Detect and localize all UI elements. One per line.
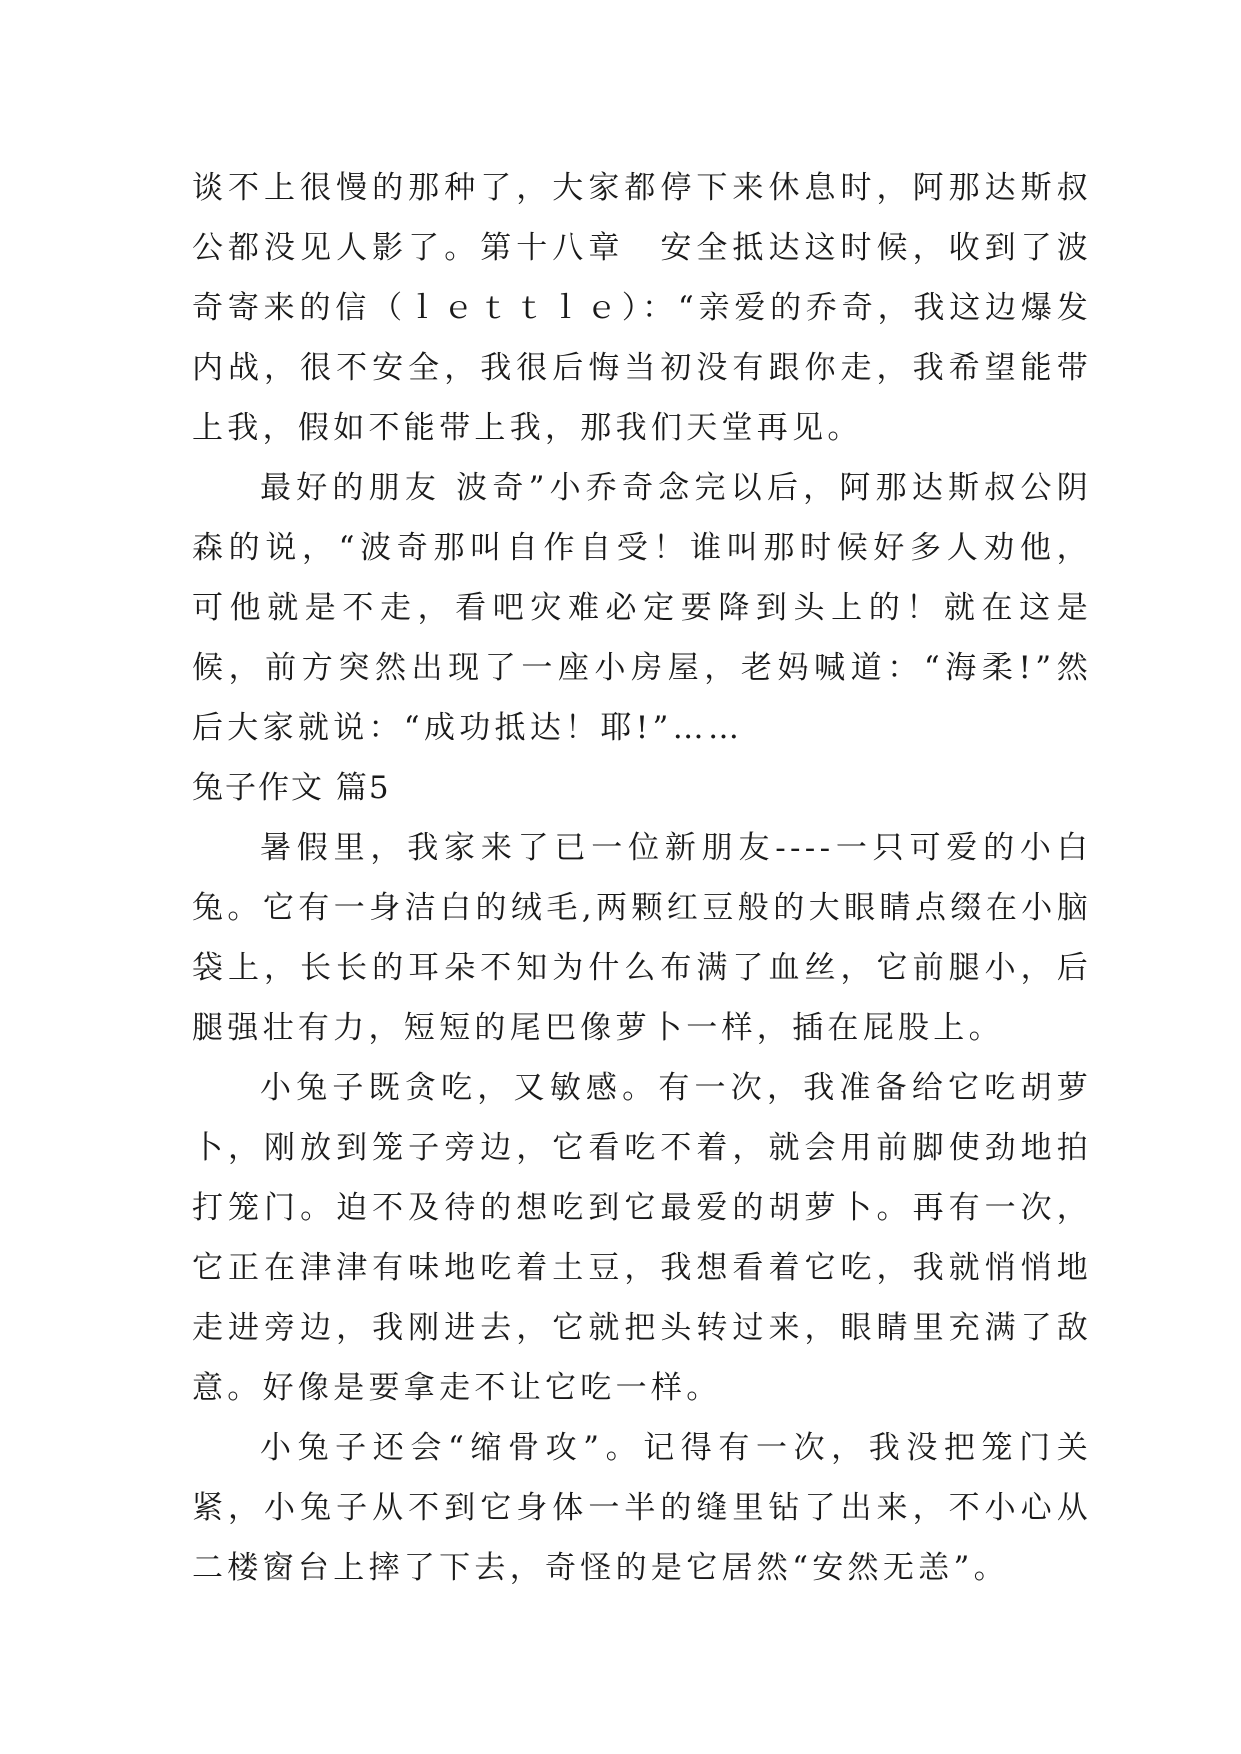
paragraph-1: 谈不上很慢的那种了，大家都停下来休息时，阿那达斯叔公都没见人影了。第十八章 安全抵达这时候，收到了波奇寄来的信（ｌｅｔｔｌｅ）：“亲爱的乔奇，我这边爆发内战，很不安全，我很后悔当初没有跟你走，我希望能带上我，假如不能带上我，那我们天堂再见。 xyxy=(192,170,1092,446)
section-heading: 兔子作文 篇5 xyxy=(192,770,391,806)
paragraph-5: 小兔子还会“缩骨攻”。记得有一次，我没把笼门关紧，小兔子从不到它身体一半的缝里钻了出来，不小心从二楼窗台上摔了下去，奇怪的是它居然“安然无恙”。 xyxy=(192,1430,1092,1586)
paragraph-4: 小兔子既贪吃，又敏感。有一次，我准备给它吃胡萝卜，刚放到笼子旁边，它看吃不着，就会用前脚使劲地拍打笼门。迫不及待的想吃到它最爱的胡萝卜。再有一次，它正在津津有味地吃着土豆，我想看着它吃，我就悄悄地走进旁边，我刚进去，它就把头转过来，眼睛里充满了敌意。好像是要拿走不让它吃一样。 xyxy=(192,1070,1092,1406)
document-body xyxy=(192,158,1092,1598)
paragraph-2: 最好的朋友 波奇”小乔奇念完以后，阿那达斯叔公阴森的说，“波奇那叫自作自受！谁叫那时候好多人劝他，可他就是不走，看吧灾难必定要降到头上的！就在这是候，前方突然出现了一座小房屋，老妈喊道：“海柔!”然后大家就说：“成功抵达！耶!”…… xyxy=(192,470,1092,746)
paragraph-3: 暑假里，我家来了已一位新朋友----一只可爱的小白兔。它有一身洁白的绒毛,两颗红豆般的大眼睛点缀在小脑袋上，长长的耳朵不知为什么布满了血丝，它前腿小，后腿强壮有力，短短的尾巴像萝卜一样，插在屁股上。 xyxy=(192,830,1092,1046)
